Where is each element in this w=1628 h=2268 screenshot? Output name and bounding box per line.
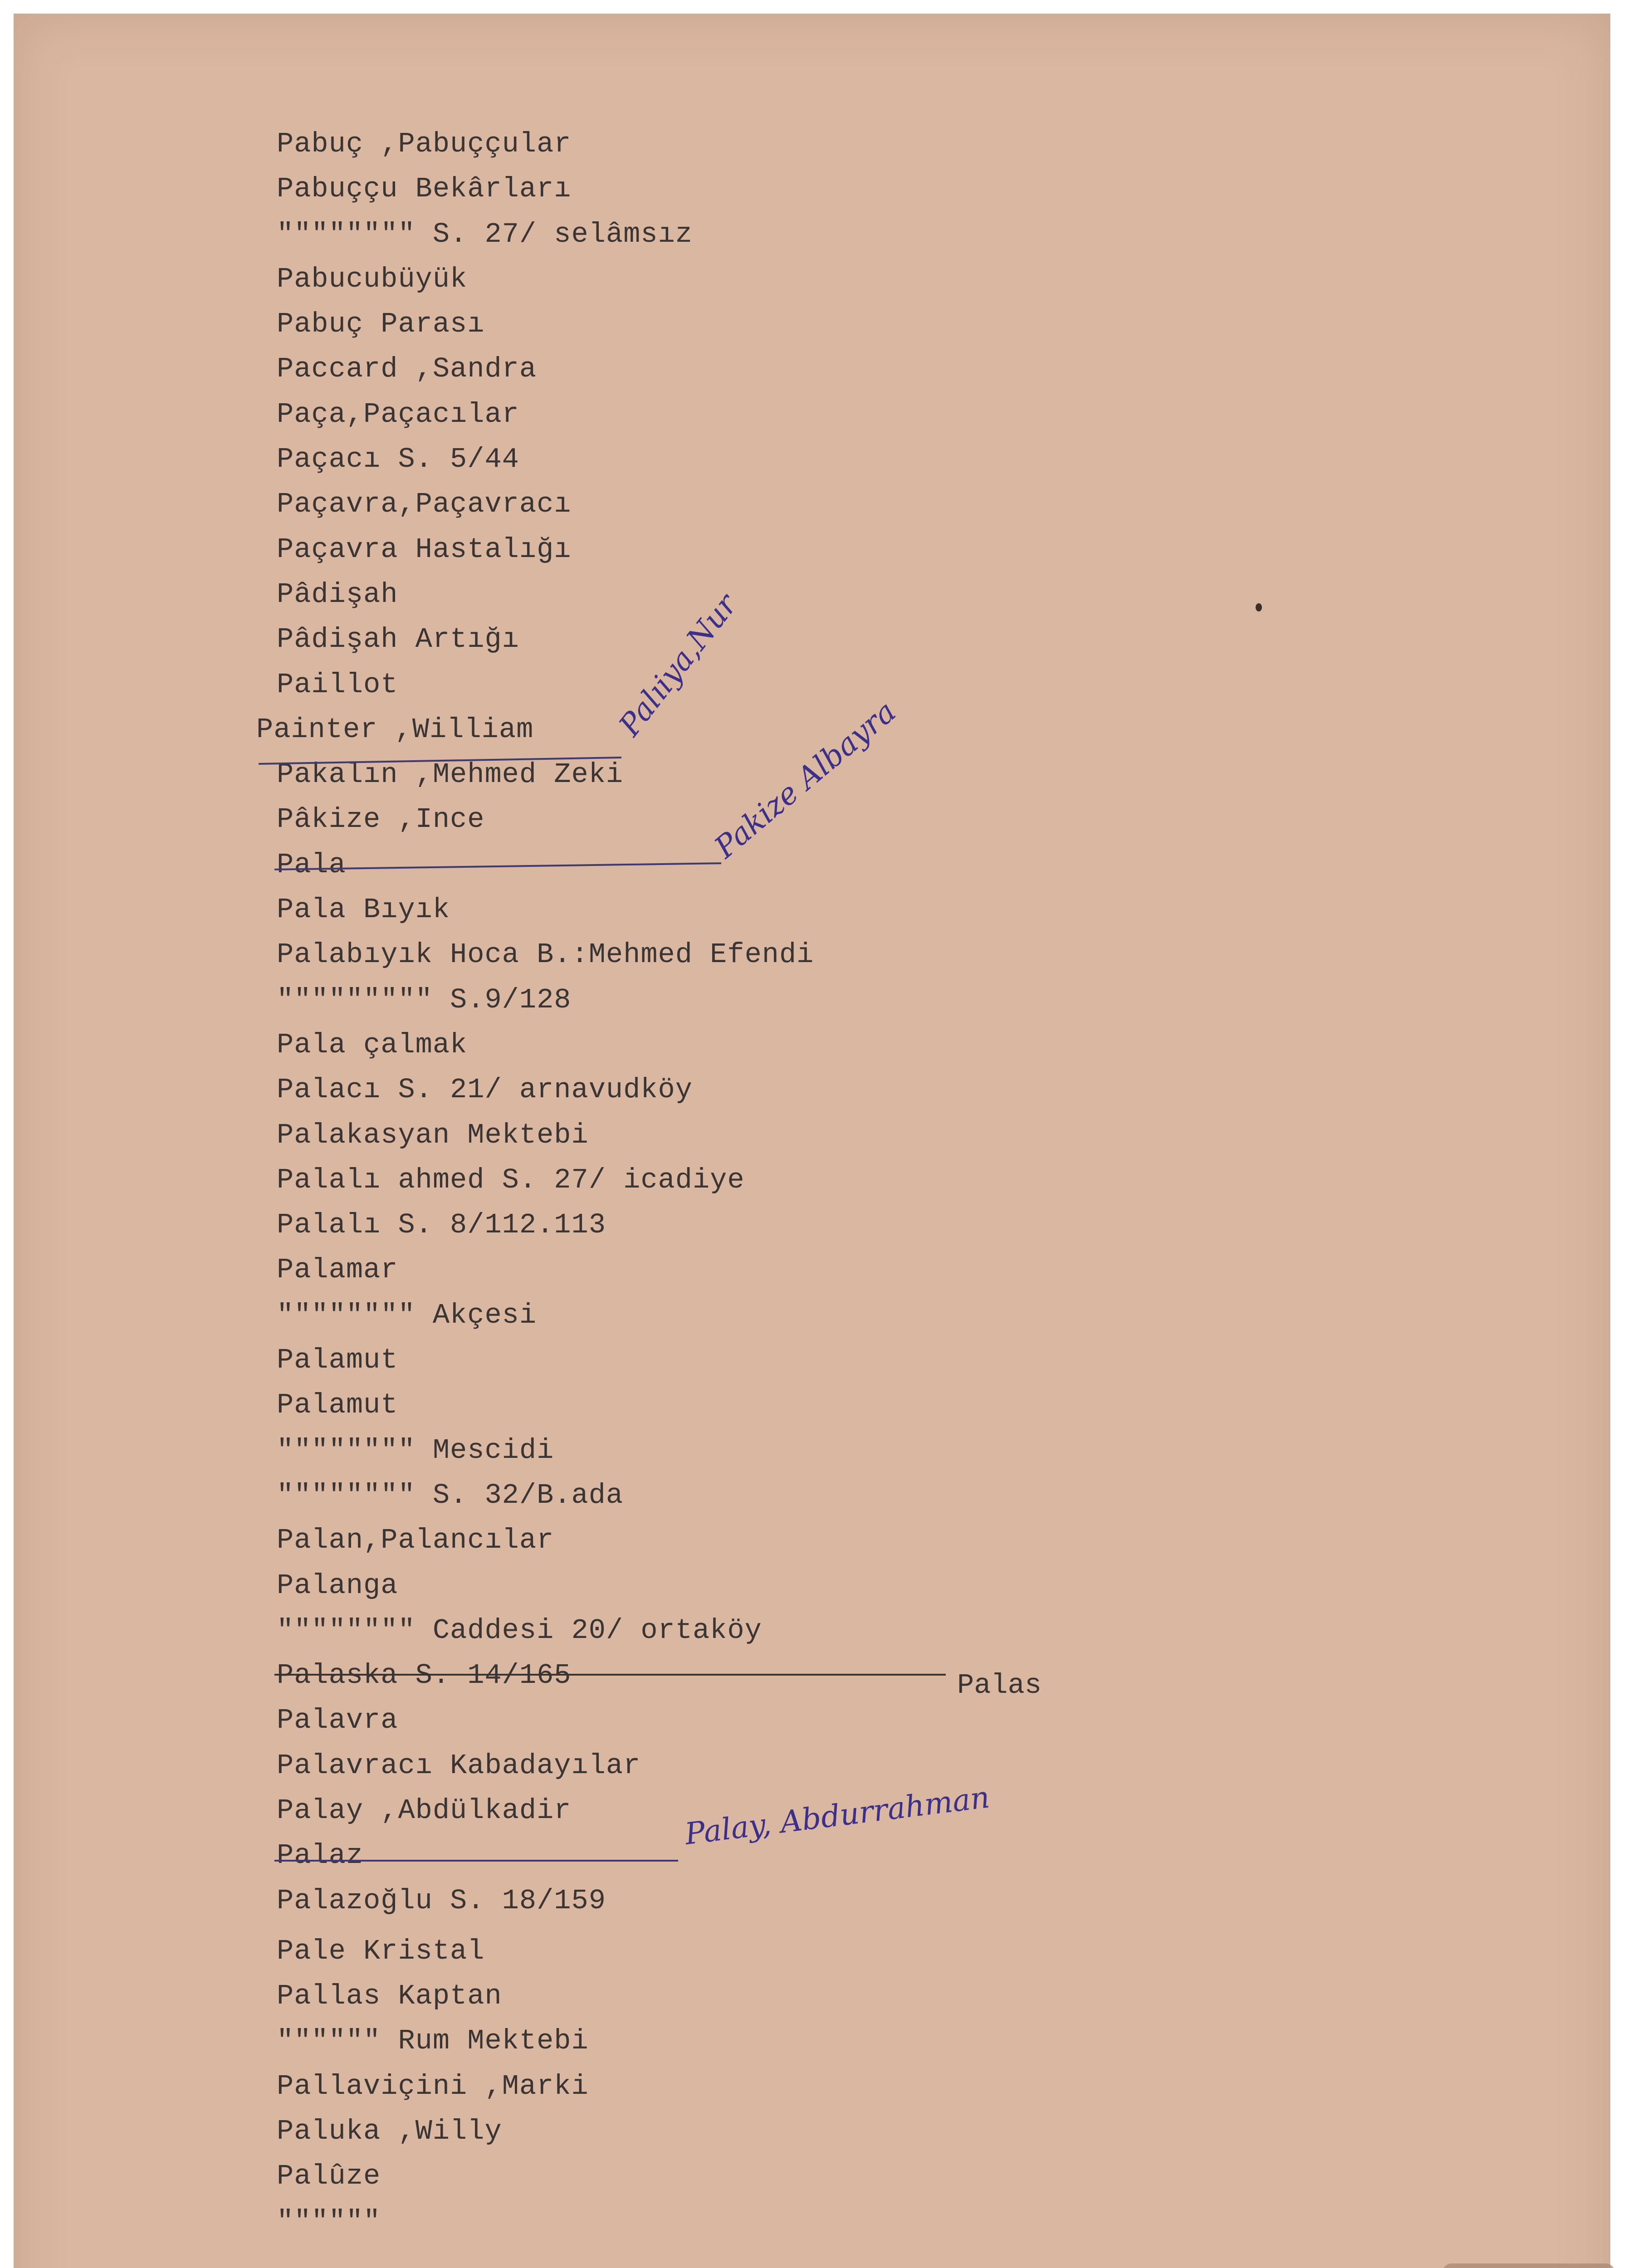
entry: Palamut: [277, 1344, 398, 1377]
entry: Paillot: [277, 668, 398, 701]
entry: Paluka ,Willy: [277, 2115, 502, 2148]
entry: Palanga: [277, 1569, 398, 1602]
entry: Pala çalmak: [277, 1028, 468, 1061]
entry: """""""" Akçesi: [277, 1299, 537, 1331]
entry: Palûze: [277, 2160, 381, 2193]
entry: Pabuç ,Pabuççular: [277, 128, 572, 160]
entry: Pâkize ,Ince: [277, 803, 485, 836]
entry: """""""" Mescidi: [277, 1434, 554, 1466]
entry: Pallas Kaptan: [277, 1980, 502, 2013]
entry: """""""" S. 27/ selâmsız: [277, 218, 693, 250]
entry: Palay ,Abdülkadir: [277, 1794, 572, 1827]
palas-side-note: Palas: [957, 1669, 1042, 1701]
entry: Palaz: [277, 1839, 364, 1872]
entry: Paçavra,Paçavracı: [277, 488, 572, 521]
entry: Pale Kristal: [277, 1935, 485, 1967]
entry: Pakalın ,Mehmed Zeki: [277, 758, 624, 791]
entry: Palabıyık Hoca B.:Mehmed Efendi: [277, 938, 814, 971]
entry: """""": [277, 2205, 381, 2238]
entry: """""" Rum Mektebi: [277, 2025, 589, 2058]
entry: Paçavra Hastalığı: [277, 533, 572, 566]
handwritten-note-pakize: Pakize Albayra: [708, 694, 903, 865]
entry: Palakasyan Mektebi: [277, 1119, 589, 1151]
underline-caddesi: [274, 1674, 946, 1676]
entry: """""""" Caddesi 20/ ortaköy: [277, 1614, 762, 1647]
handwritten-note-palay: Palay, Abdurrahman: [683, 1779, 992, 1852]
entry: Palalı S. 8/112.113: [277, 1209, 606, 1242]
entry: Palamut: [277, 1389, 398, 1422]
entry: """"""""" S.9/128: [277, 983, 572, 1016]
entry: Palalı ahmed S. 27/ icadiye: [277, 1163, 745, 1196]
entry: Pabucubüyük: [277, 263, 468, 295]
entry: Palavracı Kabadayılar: [277, 1749, 641, 1782]
entry: Paçacı S. 5/44: [277, 443, 519, 476]
entry: Paça,Paçacılar: [277, 398, 519, 430]
index-card-list: [256, 122, 814, 2244]
entry: Pabuççu Bekârları: [277, 173, 572, 205]
entry: Palamar: [277, 1254, 398, 1286]
entry: Painter ,William: [256, 713, 534, 746]
entry: Palazoğlu S. 18/159: [277, 1884, 606, 1917]
entry: Palavra: [277, 1704, 398, 1737]
entry: Pala: [277, 848, 346, 881]
underline-palay: [274, 1860, 678, 1862]
entry: Paccard ,Sandra: [277, 353, 537, 386]
entry: Palaska S. 14/165: [277, 1659, 572, 1692]
entry: Pâdişah: [277, 578, 398, 611]
handwritten-note-painter: Palıiya,Nur: [612, 587, 744, 743]
stain-mark: [1442, 2263, 1615, 2268]
entry: Palacı S. 21/ arnavudköy: [277, 1074, 693, 1106]
entry: """""""" S. 32/B.ada: [277, 1479, 624, 1511]
entry: Pallaviçini ,Marki: [277, 2070, 589, 2102]
entry: Pala Bıyık: [277, 894, 450, 926]
entry: Palan,Palancılar: [277, 1524, 554, 1557]
ink-dot: [1256, 603, 1262, 611]
entry: Pâdişah Artığı: [277, 623, 519, 656]
entry: Pabuç Parası: [277, 308, 485, 341]
